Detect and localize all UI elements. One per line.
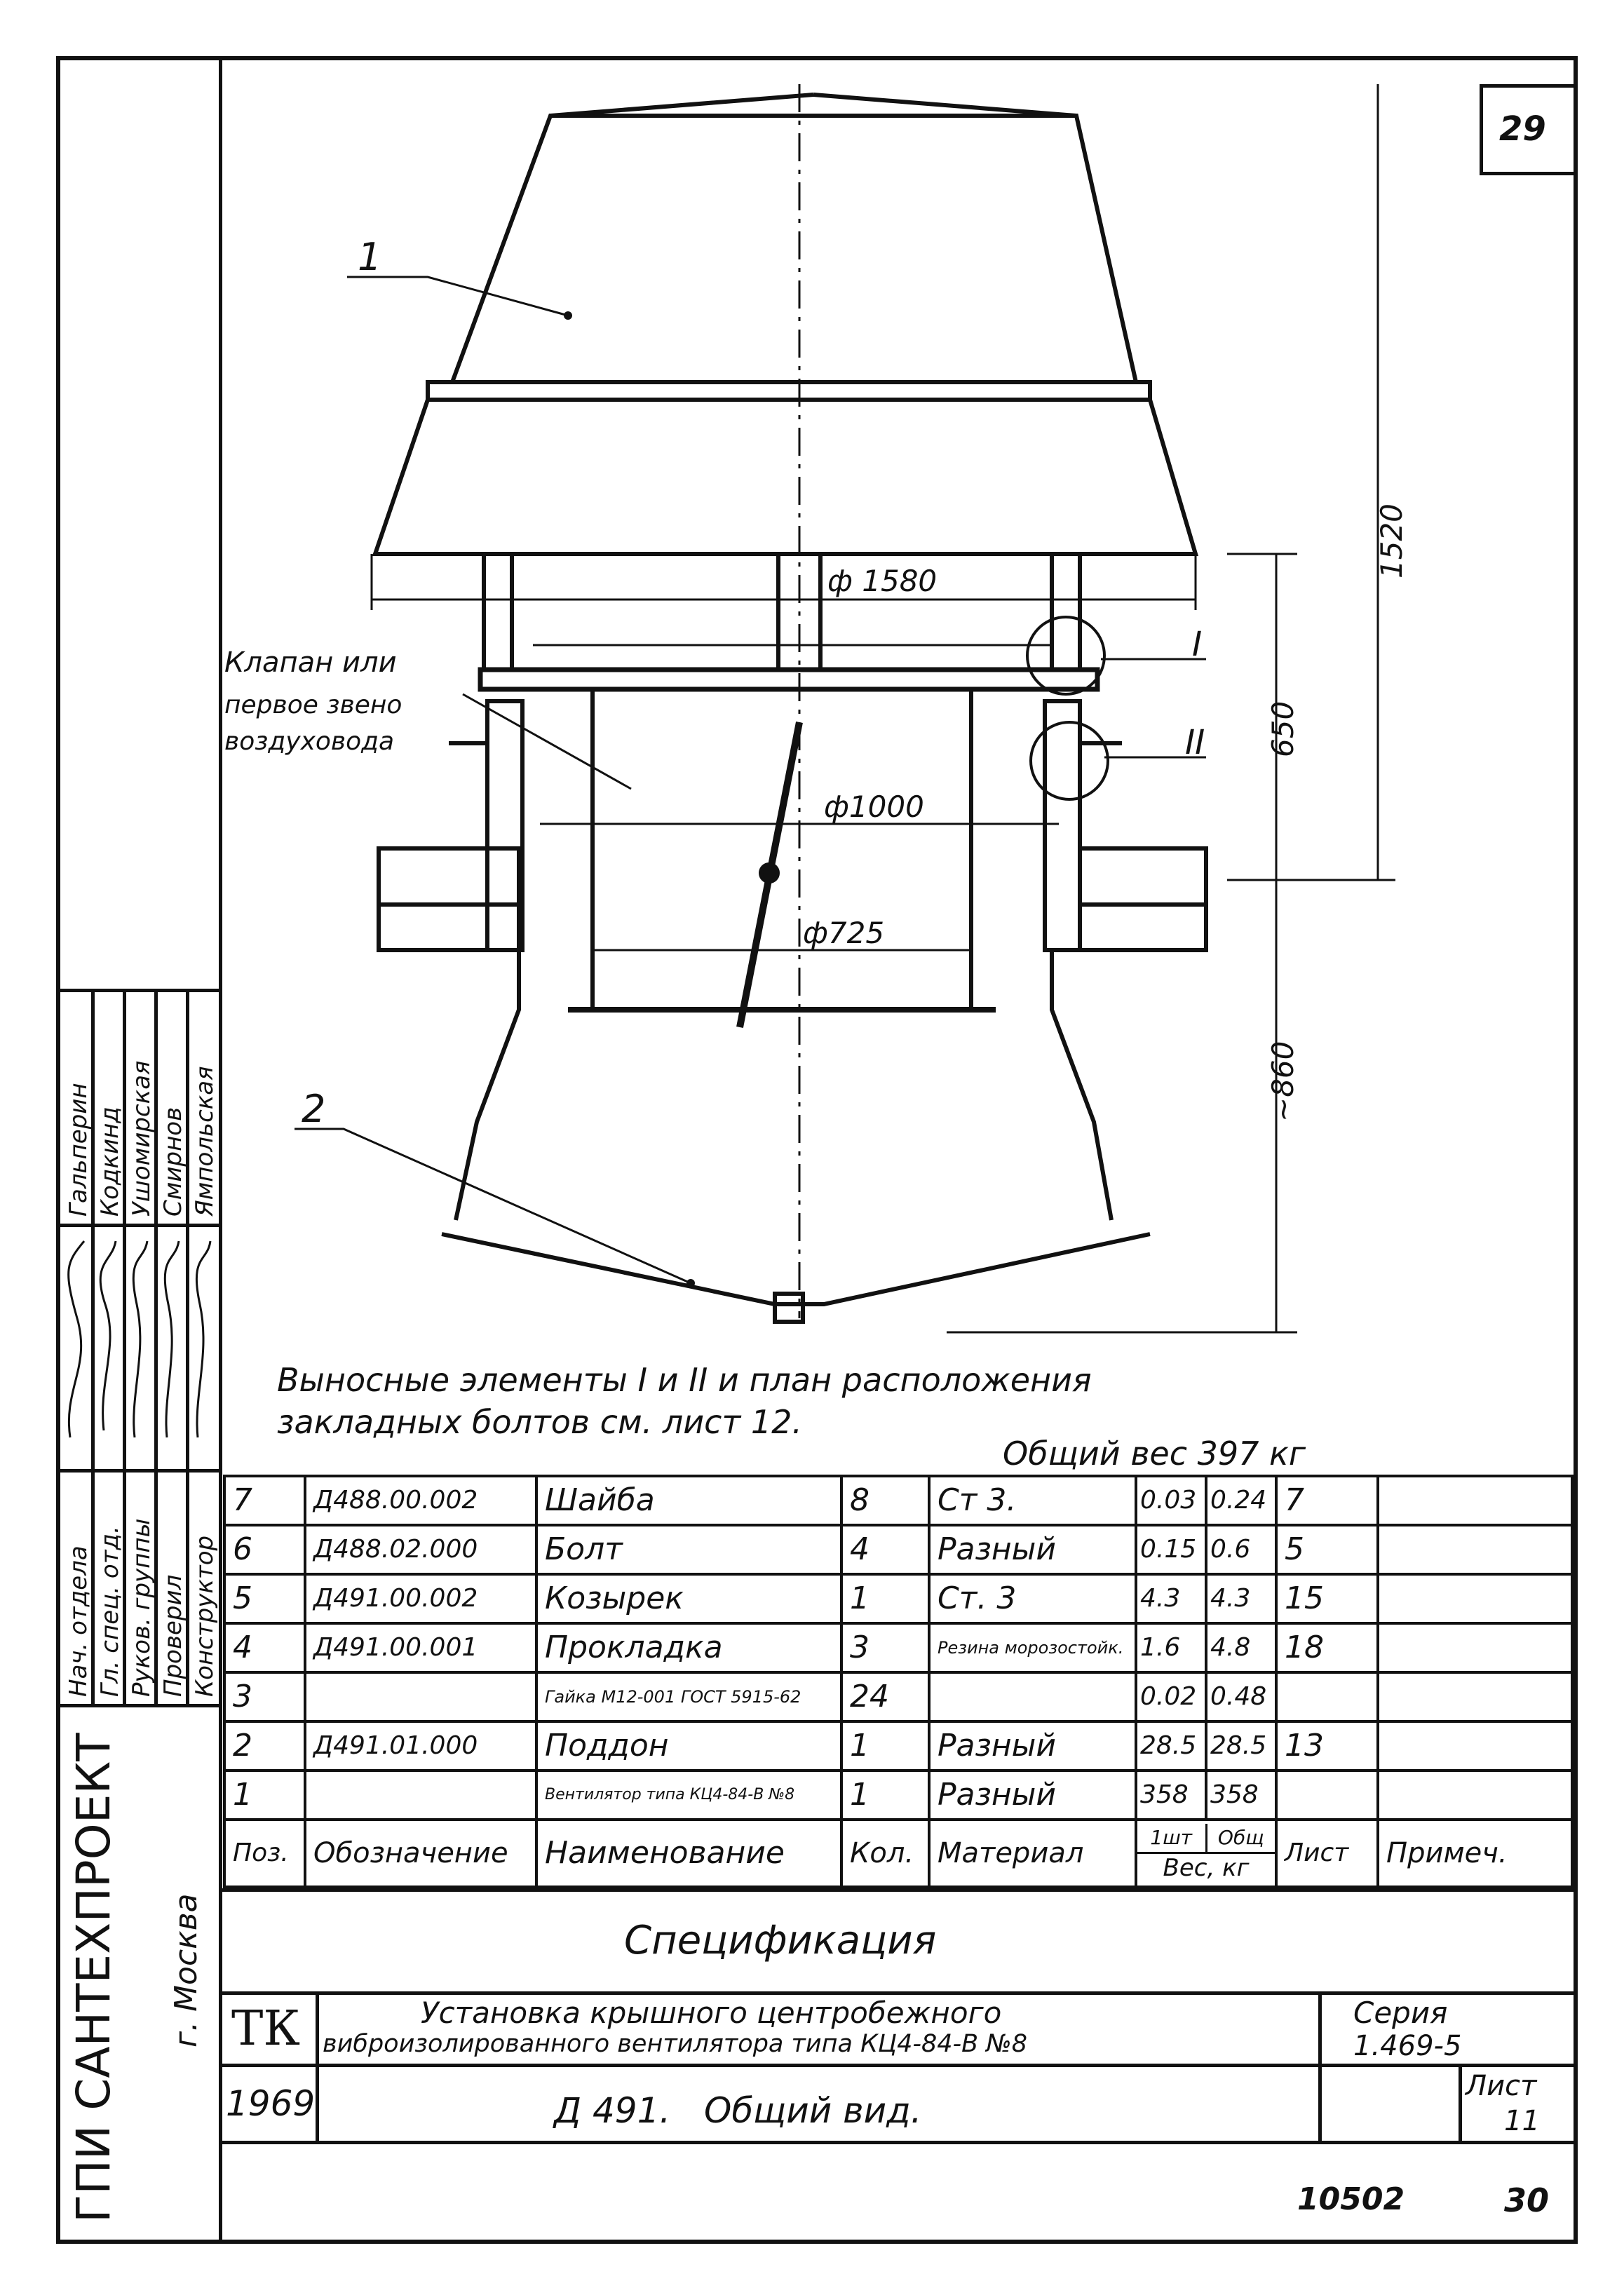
code-tk: ТК: [231, 2001, 300, 2057]
header-qty: Кол.: [841, 1820, 929, 1887]
spec-title: Спецификация: [624, 1918, 937, 1963]
cell-material: Ст. 3: [929, 1574, 1136, 1623]
cell-weight-total: 0.6: [1206, 1525, 1276, 1574]
detail-circle-1: [1027, 617, 1104, 694]
support-column-right: [1052, 554, 1080, 670]
cell-weight-total: 28.5: [1206, 1721, 1276, 1771]
dim-1000: ф1000: [824, 790, 924, 824]
spec-table: [223, 1475, 1574, 1888]
title-block-top: [219, 1888, 1578, 1892]
leader-pos-1: [347, 277, 568, 316]
cell-sheet: 15: [1276, 1574, 1378, 1623]
detail-label-2: II: [1185, 723, 1205, 762]
dim-1580: ф 1580: [827, 564, 938, 598]
cell-weight-total: 4.3: [1206, 1574, 1276, 1623]
series-label: Серия: [1353, 1996, 1448, 2030]
drawing-name: Д 491. Общий вид.: [554, 2090, 922, 2131]
cell-sheet: [1276, 1771, 1378, 1820]
position-label-2: 2: [302, 1087, 326, 1131]
cell-designation: Д491.01.000: [305, 1721, 536, 1771]
archive-number: 10502: [1297, 2181, 1405, 2217]
cell-designation: Д488.02.000: [305, 1525, 536, 1574]
curb-right: [1045, 701, 1080, 950]
signatures: [0, 0, 224, 1473]
roof-insulation-left: [379, 848, 519, 905]
title-line-2: виброизолированного вентилятора типа КЦ4-84-В №8: [323, 2030, 1027, 2058]
cell-note: [1378, 1476, 1572, 1525]
cell-pos: 7: [224, 1476, 305, 1525]
detail-circle-2: [1031, 722, 1108, 799]
header-weight-unit: 1шт: [1137, 1824, 1207, 1852]
dim-860: ~860: [1266, 1041, 1300, 1122]
org-city: г. Москва: [168, 1893, 204, 2047]
cell-pos: 3: [224, 1672, 305, 1721]
cell-material: Резина морозостойк.: [929, 1623, 1136, 1672]
flange-plate: [480, 670, 1097, 689]
cell-weight-total: 358: [1206, 1771, 1276, 1820]
cell-designation: Д491.00.002: [305, 1574, 536, 1623]
cell-material: Ст 3.: [929, 1476, 1136, 1525]
support-column-left: [484, 554, 512, 670]
cell-weight-unit: 28.5: [1136, 1721, 1206, 1771]
cell-qty: 1: [841, 1574, 929, 1623]
cell-name: Поддон: [536, 1721, 841, 1771]
role-5: Конструктор: [191, 1535, 219, 1697]
dim-725: ф725: [803, 916, 885, 950]
cell-note: [1378, 1525, 1572, 1574]
cell-name: Гайка М12-001 ГОСТ 5915-62: [536, 1672, 841, 1721]
series-value: 1.469-5: [1353, 2030, 1462, 2062]
hood-cone: [452, 116, 1136, 382]
cell-pos: 6: [224, 1525, 305, 1574]
cell-designation: [305, 1672, 536, 1721]
leader-pos-2: [295, 1129, 691, 1283]
cell-designation: Д488.00.002: [305, 1476, 536, 1525]
cell-name: Прокладка: [536, 1623, 841, 1672]
cell-qty: 24: [841, 1672, 929, 1721]
name-4: Смирнов: [159, 1106, 187, 1217]
cell-weight-total: 0.24: [1206, 1476, 1276, 1525]
cell-sheet: [1276, 1672, 1378, 1721]
header-designation: Обозначение: [305, 1820, 536, 1887]
cell-name: Козырек: [536, 1574, 841, 1623]
header-note: Примеч.: [1378, 1820, 1572, 1887]
cell-weight-unit: 4.3: [1136, 1574, 1206, 1623]
cell-designation: Д491.00.001: [305, 1623, 536, 1672]
cell-sheet: 13: [1276, 1721, 1378, 1771]
cell-weight-unit: 0.15: [1136, 1525, 1206, 1574]
header-sheet: Лист: [1276, 1820, 1378, 1887]
sheet-label: Лист: [1466, 2070, 1537, 2102]
cell-designation: [305, 1771, 536, 1820]
cell-qty: 1: [841, 1721, 929, 1771]
header-weight-label: Вес, кг: [1163, 1854, 1250, 1883]
table-row: [224, 1525, 1572, 1574]
cell-note: [1378, 1721, 1572, 1771]
cell-name: Шайба: [536, 1476, 841, 1525]
table-row: [224, 1623, 1572, 1672]
cell-material: Разный: [929, 1721, 1136, 1771]
year: 1969: [226, 2083, 316, 2124]
header-weight: [1136, 1820, 1276, 1887]
cell-material: [929, 1672, 1136, 1721]
header-weight-total: Общ: [1217, 1826, 1264, 1850]
cell-material: Разный: [929, 1771, 1136, 1820]
cell-note: [1378, 1771, 1572, 1820]
cell-qty: 3: [841, 1623, 929, 1672]
cell-weight-unit: 0.02: [1136, 1672, 1206, 1721]
role-2: Гл. спец. отд.: [96, 1526, 124, 1697]
hood-top-line: [550, 95, 813, 116]
name-2: Кодкинд: [96, 1106, 124, 1217]
cell-weight-total: 4.8: [1206, 1623, 1276, 1672]
name-3: Ушомирская: [128, 1060, 156, 1217]
cell-note: [1378, 1623, 1572, 1672]
cell-pos: 2: [224, 1721, 305, 1771]
role-1: Нач. отдела: [65, 1545, 93, 1697]
cell-qty: 1: [841, 1771, 929, 1820]
cell-note: [1378, 1574, 1572, 1623]
cell-sheet: 7: [1276, 1476, 1378, 1525]
duct-transition: [456, 950, 519, 1220]
table-header-row: [224, 1820, 1572, 1887]
cell-weight-unit: 358: [1136, 1771, 1206, 1820]
note-line-2: закладных болтов см. лист 12.: [277, 1403, 803, 1441]
cell-pos: 5: [224, 1574, 305, 1623]
dim-1520: 1520: [1374, 503, 1409, 578]
cell-sheet: 5: [1276, 1525, 1378, 1574]
cell-pos: 4: [224, 1623, 305, 1672]
cell-qty: 8: [841, 1476, 929, 1525]
page-number: 30: [1504, 2181, 1550, 2219]
role-4: Проверил: [159, 1574, 187, 1697]
cell-sheet: 18: [1276, 1623, 1378, 1672]
cell-weight-total: 0.48: [1206, 1672, 1276, 1721]
callout-line-1: Клапан или: [224, 646, 397, 679]
corner-number: 29: [1499, 109, 1546, 149]
name-5: Ямпольская: [191, 1066, 219, 1217]
sheet-value: 11: [1504, 2105, 1540, 2137]
cell-weight-unit: 1.6: [1136, 1623, 1206, 1672]
role-3: Руков. группы: [128, 1518, 156, 1697]
table-row: [224, 1476, 1572, 1525]
detail-label-1: I: [1192, 625, 1203, 664]
cell-weight-unit: 0.03: [1136, 1476, 1206, 1525]
table-row: [224, 1721, 1572, 1771]
cell-name: Болт: [536, 1525, 841, 1574]
cell-pos: 1: [224, 1771, 305, 1820]
dim-650: 650: [1266, 700, 1300, 757]
table-row: [224, 1771, 1572, 1820]
callout-line-3: воздуховода: [224, 727, 395, 756]
note-line-1: Выносные элементы I и II и план расположения: [277, 1361, 1092, 1399]
title-line-1: Установка крышного центробежного: [421, 1996, 1002, 2030]
hood-rim: [428, 382, 1150, 400]
total-weight: Общий вес 397 кг: [1003, 1435, 1306, 1473]
name-1: Гальперин: [65, 1083, 93, 1217]
table-row: [224, 1672, 1572, 1721]
header-pos: Поз.: [224, 1820, 305, 1887]
table-row: [224, 1574, 1572, 1623]
hood-skirt: [375, 400, 1196, 554]
org-name: ГПИ САНТЕХПРОЕКТ: [67, 1733, 121, 2223]
header-name: Наименование: [536, 1820, 841, 1887]
cell-name: Вентилятор типа КЦ4-84-В №8: [536, 1771, 841, 1820]
cell-material: Разный: [929, 1525, 1136, 1574]
header-material: Материал: [929, 1820, 1136, 1887]
cell-note: [1378, 1672, 1572, 1721]
cell-qty: 4: [841, 1525, 929, 1574]
roof-insulation-right: [1080, 848, 1206, 905]
callout-line-2: первое звено: [224, 691, 402, 719]
position-label-1: 1: [358, 235, 382, 279]
